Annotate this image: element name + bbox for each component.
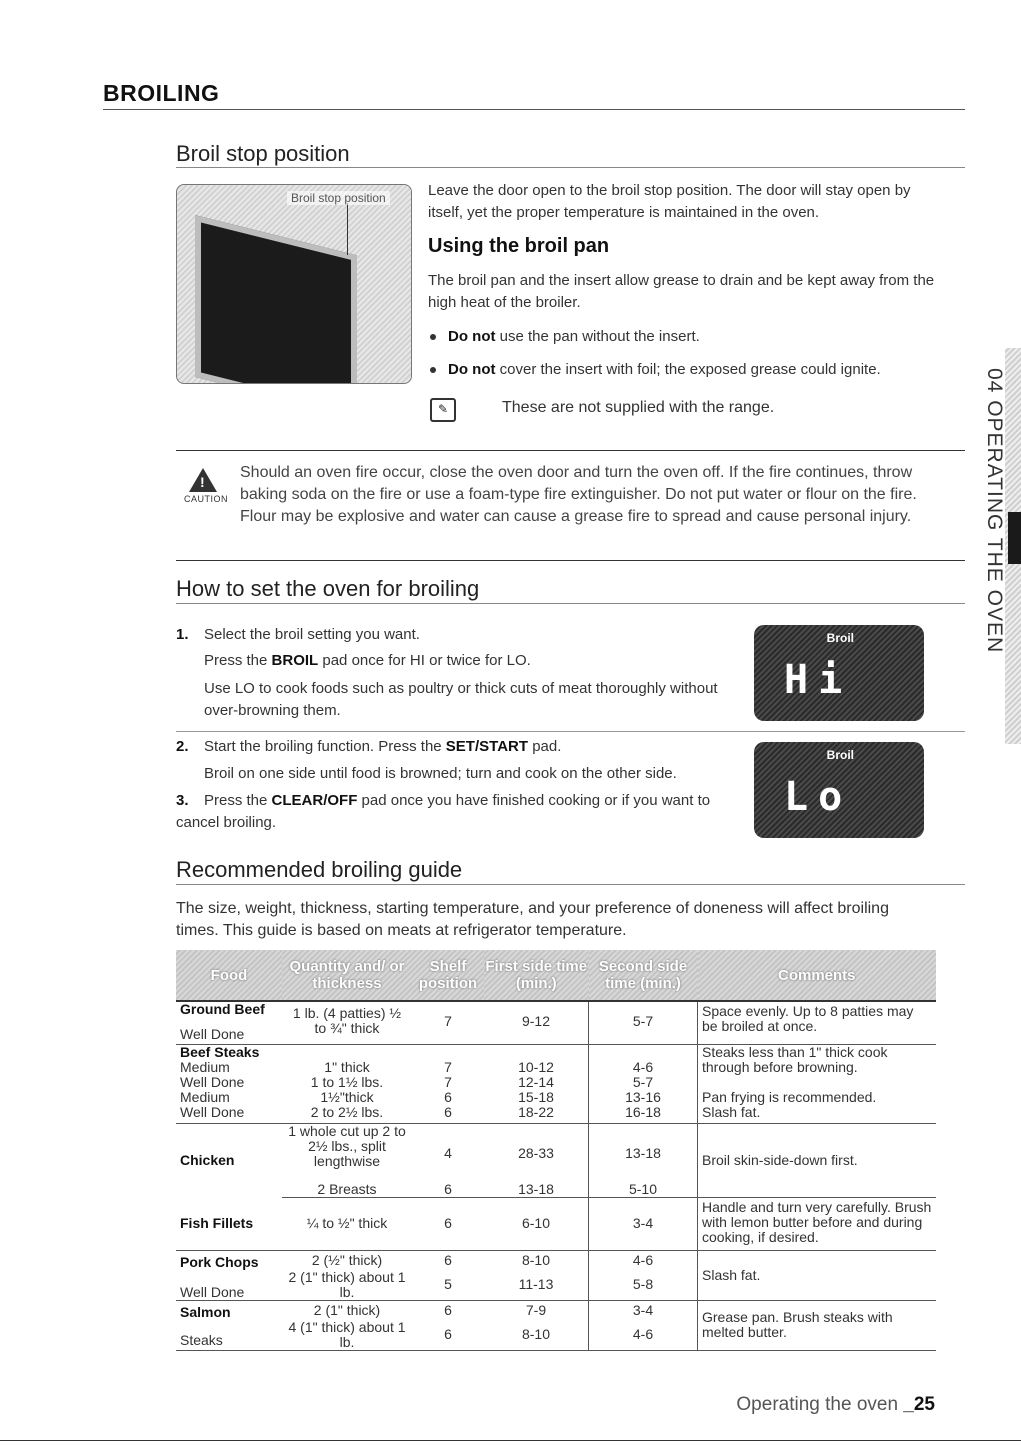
- arrow-icon: [347, 203, 348, 255]
- step-2: 2. Start the broiling function. Press the SET/START pad.: [176, 738, 562, 755]
- side-tab-marker: [1008, 512, 1021, 564]
- bullet-item: Do not use the pan without the insert.: [430, 326, 700, 348]
- bottom-rule: [0, 1440, 1021, 1441]
- note-text: These are not supplied with the range.: [502, 399, 775, 416]
- oven-display-hi: Broil Hi: [754, 625, 924, 721]
- bullet-item: Do not cover the insert with foil; the exposed grease could ignite.: [430, 359, 881, 381]
- step-2-detail: Broil on one side until food is browned; turn and cook on the other side.: [204, 765, 677, 782]
- table-row: Pork Chops 2 (½" thick) 6 8-10 4-6 Slash fat.: [176, 1250, 936, 1270]
- table-row: Ground Beef Well Done 1 lb. (4 patties) ½ to ¾" thick 7 9-12 5-7 Space evenly. Up to 8 patties may be broiled at once.: [176, 1001, 936, 1045]
- broil-pan-title: Using the broil pan: [428, 235, 610, 257]
- table-row: Chicken 1 whole cut up 2 to 2½ lbs., split lengthwise 4 28-33 13-18 Broil skin-side-down first.: [176, 1124, 936, 1183]
- bullet-icon: [430, 334, 436, 340]
- column-header: First side time (min.): [484, 950, 589, 1001]
- broiling-guide-table: [176, 950, 936, 1351]
- table-row: 2 Breasts 6 13-18 5-10: [176, 1182, 936, 1198]
- table-row: Well Done 1 to 1½ lbs. 7 12-14 5-7: [176, 1075, 936, 1090]
- caution-bottom-rule: [176, 560, 965, 561]
- column-header: Shelf position: [412, 950, 484, 1001]
- oven-broil-stop-illustration: [176, 184, 412, 384]
- page-number: _25: [903, 1394, 935, 1415]
- caution-top-rule: [176, 450, 965, 451]
- table-row: Well Done 2 to 2½ lbs. 6 18-22 16-18 Slash fat.: [176, 1105, 936, 1124]
- step-divider: [176, 731, 965, 732]
- oven-display-lo: Broil Lo: [754, 742, 924, 838]
- guide-intro: The size, weight, thickness, starting temperature, and your preference of doneness will affect broiling times. This guide is based on meats at refrigerator temperature.: [176, 900, 889, 939]
- column-header: Second side time (min.): [589, 950, 698, 1001]
- step-1: 1. Select the broil setting you want.: [176, 626, 420, 643]
- broil-stop-text: Leave the door open to the broil stop position. The door will stay open by itself, yet the proper temperature is maintained in the oven.: [428, 182, 911, 221]
- page-footer: Operating the oven _25: [736, 1394, 935, 1415]
- table-row: Medium 1½"thick 6 15-18 13-16 Pan frying is recommended.: [180, 1089, 877, 1105]
- column-header: Quantity and/ or thickness: [282, 950, 412, 1001]
- note-icon: ✎: [430, 398, 456, 422]
- table-row: Well Done 2 (1" thick) about 1 lb. 5 11-13 5-8: [176, 1270, 936, 1301]
- bullet-icon: [430, 367, 436, 373]
- section-rule: [176, 603, 965, 604]
- step-1-note: Use LO to cook foods such as poultry or thick cuts of meat thoroughly without over-browning them.: [204, 680, 718, 719]
- section-title-guide: Recommended broiling guide: [176, 857, 463, 882]
- oven-door-image: [195, 215, 357, 384]
- caution-block-icon: ! CAUTION: [184, 468, 224, 504]
- table-row: Fish Fillets ¼ to ½" thick 6 6-10 3-4 Handle and turn very carefully. Brush with lemon butter before and during cooking, if desired.: [176, 1198, 936, 1251]
- section-rule: [176, 167, 965, 168]
- table-row: Steaks 4 (1" thick) about 1 lb. 6 8-10 4-6: [176, 1320, 936, 1351]
- side-tab-label: 04 OPERATING THE OVEN: [983, 368, 1006, 654]
- caution-text: Should an oven fire occur, close the oven door and turn the oven off. If the fire continues, throw baking soda on the fire or use a foam-type fire extinguisher. Do not put water or flour on the fire. Flour may be explosive and water can cause a grease fire to spread and cause personal injury.: [240, 464, 917, 525]
- heading-rule: [103, 109, 965, 110]
- column-header: Food: [176, 950, 282, 1001]
- warning-triangle-icon: [189, 468, 217, 492]
- section-title-set-broil: How to set the oven for broiling: [176, 576, 480, 601]
- page-heading: BROILING: [103, 80, 220, 106]
- table-header-row: [176, 950, 936, 1001]
- step-1-detail: Press the BROIL pad once for HI or twice for LO.: [204, 652, 531, 669]
- column-header: Comments: [698, 950, 937, 1001]
- figure-label: Broil stop position: [287, 191, 390, 205]
- section-title-broil-stop: Broil stop position: [176, 141, 350, 166]
- step-3: 3. Press the CLEAR/OFF pad once you have finished cooking or if you want to cancel broiling.: [176, 792, 711, 831]
- section-rule: [176, 884, 965, 885]
- broil-pan-text: The broil pan and the insert allow grease to drain and be kept away from the high heat of the broiler.: [428, 272, 935, 311]
- table-row: Beef Steaks Medium 1" thick 7 10-12 4-6 Steaks less than 1" thick cook through before browning.: [180, 1044, 888, 1075]
- table-row: Salmon 2 (1" thick) 6 7-9 3-4 Grease pan. Brush steaks with melted butter.: [176, 1300, 936, 1320]
